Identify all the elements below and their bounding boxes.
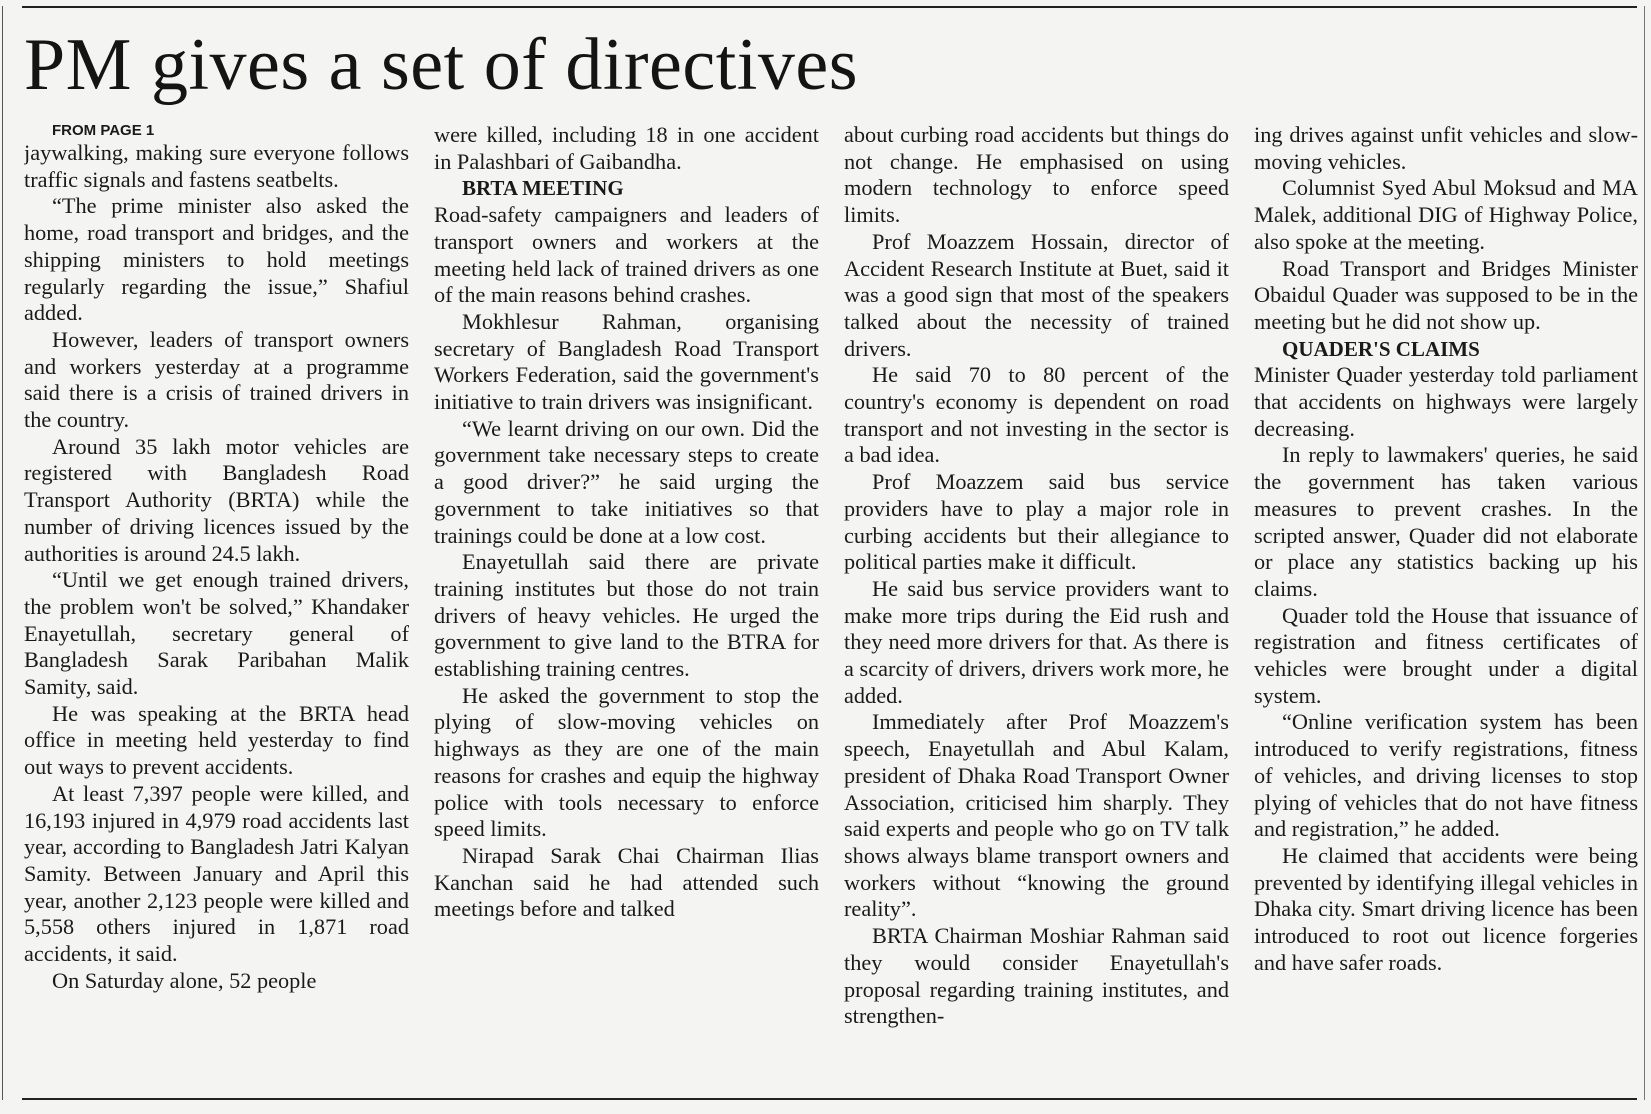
article-column-4 bbox=[1254, 122, 1638, 1090]
article-paragraph: jaywalking, making sure everyone follows traffic signals and fastens seatbelts. bbox=[24, 140, 409, 192]
article-paragraph: Nirapad Sarak Chai Chairman Ilias Kanchan said he had attended such meetings before and talked bbox=[434, 842, 819, 922]
bottom-rule bbox=[22, 1098, 1637, 1100]
article-paragraph: Immediately after Prof Moazzem's speech, Enayetullah and Abul Kalam, president of Dhaka Road Transport Owner Association, criticised him sharply. They said experts and people who go on TV talk shows always blame transport owners and workers without “knowing the ground reality”. bbox=[844, 709, 1229, 922]
article-paragraph: He asked the government to stop the plying of slow-moving vehicles on highways as they are one of the main reasons for crashes and equip the highway police with tools necessary to enforce speed limits. bbox=[434, 682, 819, 842]
article-paragraph: “We learnt driving on our own. Did the government take necessary steps to create a good driver?” he said urging the government to take initiatives so that trainings could be done at a low cost. bbox=[434, 415, 819, 548]
article-paragraph: Road Transport and Bridges Minister Obaidul Quader was supposed to be in the meeting but he did not show up. bbox=[1254, 255, 1638, 334]
top-rule bbox=[22, 6, 1637, 8]
article-paragraph: Around 35 lakh motor vehicles are registered with Bangladesh Road Transport Authority (BRTA) while the number of driving licences issued by the authorities is around 24.5 lakh. bbox=[24, 433, 409, 566]
right-rule bbox=[1644, 6, 1645, 1100]
article-paragraph: Prof Moazzem said bus service providers have to play a major role in curbing accidents but their allegiance to political parties make it difficult. bbox=[844, 469, 1229, 575]
article-paragraph: Road-safety campaigners and leaders of transport owners and workers at the meeting held lack of trained drivers as one of the main reasons behind crashes. bbox=[434, 202, 819, 308]
article-paragraph: Minister Quader yesterday told parliament that accidents on highways were largely decreasing. bbox=[1254, 362, 1638, 441]
article-paragraph: However, leaders of transport owners and workers yesterday at a programme said there is a crisis of trained drivers in the country. bbox=[24, 326, 409, 433]
article-paragraph: On Saturday alone, 52 people bbox=[52, 967, 317, 993]
article-paragraph: Enayetullah said there are private training institutes but those do not train drivers of heavy vehicles. He urged the government to give land to the BTRA for establishing training centres. bbox=[434, 549, 819, 682]
article-paragraph: He said 70 to 80 percent of the country's economy is dependent on road transport and not investing in the sector is a bad idea. bbox=[844, 362, 1229, 468]
left-rule bbox=[2, 6, 3, 1100]
article-paragraph: ing drives against unfit vehicles and slow-moving vehicles. bbox=[1254, 122, 1638, 174]
headline: PM gives a set of directives bbox=[24, 24, 858, 106]
article-column-3 bbox=[844, 122, 1229, 1090]
article-paragraph: Prof Moazzem Hossain, director of Accident Research Institute at Buet, said it was a good sign that most of the speakers talked about the necessity of trained drivers. bbox=[844, 228, 1229, 361]
article-paragraph: In reply to lawmakers' queries, he said the government has taken various measures to prevent crashes. In the scripted answer, Quader did not elaborate or place any statistics backing up his claims. bbox=[1254, 442, 1638, 601]
article-paragraph: He claimed that accidents were being prevented by identifying illegal vehicles in Dhaka city. Smart driving licence has been introduced to root out licence forgeries and have safer roads. bbox=[1254, 842, 1638, 975]
article-paragraph: were killed, including 18 in one accident in Palashbari of Gaibandha. bbox=[434, 122, 819, 174]
article-paragraph: “The prime minister also asked the home, road transport and bridges, and the shipping ministers to hold meetings regularly regarding the issue,” Shafiul added. bbox=[24, 193, 409, 326]
dateline: FROM PAGE 1 bbox=[52, 122, 155, 139]
article-column-2 bbox=[434, 122, 819, 1090]
article-paragraph: “Until we get enough trained drivers, the problem won't be solved,” Khandaker Enayetullah, secretary general of Bangladesh Sarak Paribahan Malik Samity, said. bbox=[24, 567, 409, 700]
article-paragraph: He said bus service providers want to make more trips during the Eid rush and they need more drivers for that. As there is a scarcity of drivers, drivers work more, he added. bbox=[844, 575, 1229, 708]
article-paragraph: Quader told the House that issuance of registration and fitness certificates of vehicles were brought under a digital system. bbox=[1254, 602, 1638, 708]
article-paragraph: BRTA Chairman Moshiar Rahman said they would consider Enayetullah's proposal regarding training institutes, and strengthen- bbox=[844, 923, 1229, 1029]
section-subhead: QUADER'S CLAIMS bbox=[1282, 336, 1480, 361]
article-paragraph: about curbing road accidents but things do not change. He emphasised on using modern technology to enforce speed limits. bbox=[844, 122, 1229, 228]
article-paragraph: Mokhlesur Rahman, organising secretary of Bangladesh Road Transport Workers Federation, said the government's initiative to train drivers was insignificant. bbox=[434, 308, 819, 415]
section-subhead: BRTA MEETING bbox=[462, 176, 624, 201]
article-column-1 bbox=[24, 122, 409, 1090]
article-paragraph: At least 7,397 people were killed, and 16,193 injured in 4,979 road accidents last year, according to Bangladesh Jatri Kalyan Samity. Between January and April this year, another 2,123 people were killed and 5,558 others injured in 1,871 road accidents, it said. bbox=[24, 780, 409, 967]
article-paragraph: He was speaking at the BRTA head office in meeting held yesterday to find out ways to prevent accidents. bbox=[24, 700, 409, 780]
article-paragraph: Columnist Syed Abul Moksud and MA Malek, additional DIG of Highway Police, also spoke at the meeting. bbox=[1254, 175, 1638, 254]
article-paragraph: “Online verification system has been introduced to verify registrations, fitness of vehicles, and driving licenses to stop plying of vehicles that do not have fitness and registration,” he added. bbox=[1254, 709, 1638, 842]
